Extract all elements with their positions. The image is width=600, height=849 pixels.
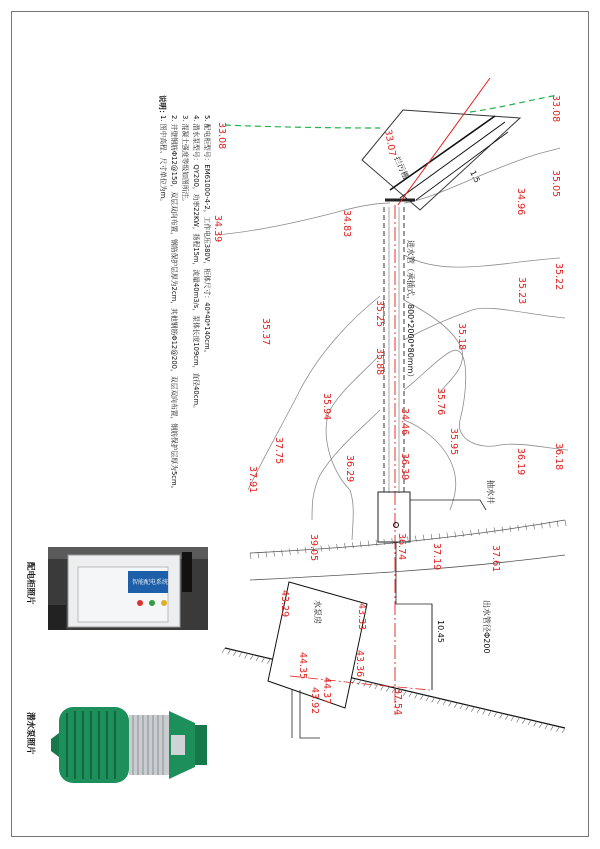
elev-label: 35.23 (516, 277, 527, 305)
suction-pipe-label: 进水管（承插式，800*2000*80mm） (406, 240, 415, 382)
elev-label: 35.88 (374, 348, 385, 376)
green-contours (225, 95, 558, 128)
elev-label: 36.18 (553, 443, 564, 471)
control-box-caption: 配电柜照片 (25, 562, 35, 605)
hatch-tick (386, 687, 389, 692)
hatch-tick (539, 723, 542, 728)
elev-label: 43.36 (354, 650, 365, 678)
elev-label: 36.29 (344, 455, 355, 483)
hatch-tick (534, 523, 535, 529)
elev-label: 33.08 (550, 95, 561, 123)
hatch-tick (449, 701, 452, 706)
elev-label: 44.37 (321, 677, 332, 705)
elev-label: 37.61 (490, 545, 501, 573)
pump-well-label: 抽水井 (486, 480, 495, 504)
hatch-tick (262, 657, 265, 662)
hatch-tick (358, 680, 361, 685)
hatch-tick (420, 695, 423, 700)
elev-label: 37.19 (431, 543, 442, 571)
elev-label: 35.37 (260, 318, 271, 346)
hatch-tick (534, 721, 537, 726)
note-1: 1. 图中高程、尺寸单位为m。 (159, 115, 167, 206)
control-box-label: 智能配电系统 (132, 579, 169, 586)
note-3: 3. 混凝土强度等级如图所注。 (181, 115, 189, 206)
trash-rack-label: 拦污栅 (392, 155, 411, 181)
dim-10.45: 10.45 (436, 620, 445, 643)
hatch-tick (522, 719, 525, 724)
hatch-tick (297, 548, 298, 554)
elev-label: 35.76 (435, 388, 446, 416)
hatch-tick (565, 520, 566, 526)
hatch-tick (526, 524, 527, 530)
hatch-tick (562, 728, 565, 733)
elev-label: 35.25 (374, 300, 385, 328)
hatch-tick (494, 527, 495, 533)
elev-label: 36.19 (515, 448, 526, 476)
hatch-tick (477, 708, 480, 713)
hatch-tick (511, 716, 514, 721)
elev-label: 35.05 (550, 170, 561, 198)
hatch-tick (486, 528, 487, 534)
hatch-tick (471, 530, 472, 536)
hatch-tick (471, 707, 474, 712)
hatch-tick (557, 521, 558, 527)
hatch-tick (488, 711, 491, 716)
elev-label: 43.29 (279, 590, 290, 618)
suction-pipe (384, 207, 404, 493)
elev-label: 35.95 (448, 428, 459, 456)
hatch-tick (239, 652, 242, 657)
hatch-tick (381, 685, 384, 690)
notes-heading: 说明： (158, 95, 167, 118)
elevation-labels (212, 95, 564, 715)
hatch-tick (466, 705, 469, 710)
note-2: 2. 井壁钢筋Φ12@150，双层双向布置，钢筋保护层厚为2cm，其他钢筋Φ12@200，双层双向布置，钢筋保护层厚为5cm。 (170, 115, 178, 493)
elev-label: 35.94 (321, 393, 332, 421)
hatch-tick (528, 720, 531, 725)
control-box-photo (48, 547, 208, 630)
hatch-tick (337, 544, 338, 550)
elev-label: 34.39 (212, 215, 223, 243)
hatch-tick (258, 552, 259, 558)
elev-label: 37.54 (392, 688, 403, 716)
hatch-tick (256, 656, 259, 661)
hatch-tick (494, 712, 497, 717)
hatch-tick (426, 696, 429, 701)
pump-well (378, 480, 496, 542)
elev-label: 35.22 (553, 263, 564, 291)
hatch-tick (228, 649, 231, 654)
hatch-tick (432, 697, 435, 702)
hatch-tick (541, 522, 542, 528)
hatch-tick (483, 709, 486, 714)
hatch-tick (463, 531, 464, 537)
elev-label: 34.83 (341, 210, 352, 238)
elev-label: 44.35 (297, 652, 308, 680)
hatch-tick (415, 693, 418, 698)
hatch-tick (437, 699, 440, 704)
hatch-tick (345, 543, 346, 549)
hatch-tick (517, 717, 520, 722)
dim-1.5: 1.5 (468, 169, 482, 185)
note-4: 4. 潜水泵型号：QY200，功率22KW，扬程15m，流量40m3/s，泵体长度109cm，直径40cm。 (192, 115, 200, 412)
hatch-tick (369, 683, 372, 688)
outlet-pipe-label: 出水管径Φ200 (482, 600, 491, 654)
note-5: 5. 配电柜型号：EM61000-4-2，工作电压380V，柜体尺寸：40*40*140cm。 (203, 115, 211, 357)
hatch-tick (500, 713, 503, 718)
elev-label: 39.05 (308, 534, 319, 562)
elev-label: 34.96 (515, 188, 526, 216)
elev-label: 35.18 (456, 323, 467, 351)
hatch-tick (233, 651, 236, 656)
elev-label: 36.39 (399, 453, 410, 481)
submersible-pump-photo (47, 693, 215, 796)
elev-label: 33.08 (216, 122, 227, 150)
hatch-tick (505, 715, 508, 720)
hatch-tick (443, 700, 446, 705)
hatch-tick (409, 692, 412, 697)
hatch-tick (460, 704, 463, 709)
trash-rack (362, 110, 520, 210)
hatch-tick (360, 541, 361, 547)
pump-house-label: 水泵房 (313, 600, 322, 624)
hatch-tick (352, 542, 353, 548)
hatch-tick (245, 653, 248, 658)
hatch-tick (454, 703, 457, 708)
hatch-tick (267, 659, 270, 664)
hatch-tick (478, 529, 479, 535)
hatch-tick (250, 553, 251, 559)
hatch-tick (556, 727, 559, 732)
design-notes (158, 95, 212, 492)
elev-label: 34.46 (399, 408, 410, 436)
hatch-tick (545, 724, 548, 729)
elev-label: 37.91 (247, 466, 258, 494)
hatch-tick (551, 725, 554, 730)
hatch-tick (250, 655, 253, 660)
hatch-tick (368, 541, 369, 547)
hatch-tick (282, 550, 283, 556)
pump-caption: 潜水泵照片 (25, 712, 35, 755)
elev-label: 43.33 (356, 603, 367, 631)
hatch-tick (289, 549, 290, 555)
elev-label: 43.92 (309, 687, 320, 715)
elev-label: 36.74 (396, 533, 407, 561)
hatch-tick (329, 545, 330, 551)
hatch-tick (222, 648, 225, 653)
elev-label: 33.07 (382, 128, 398, 158)
elev-label: 37.75 (273, 437, 284, 465)
